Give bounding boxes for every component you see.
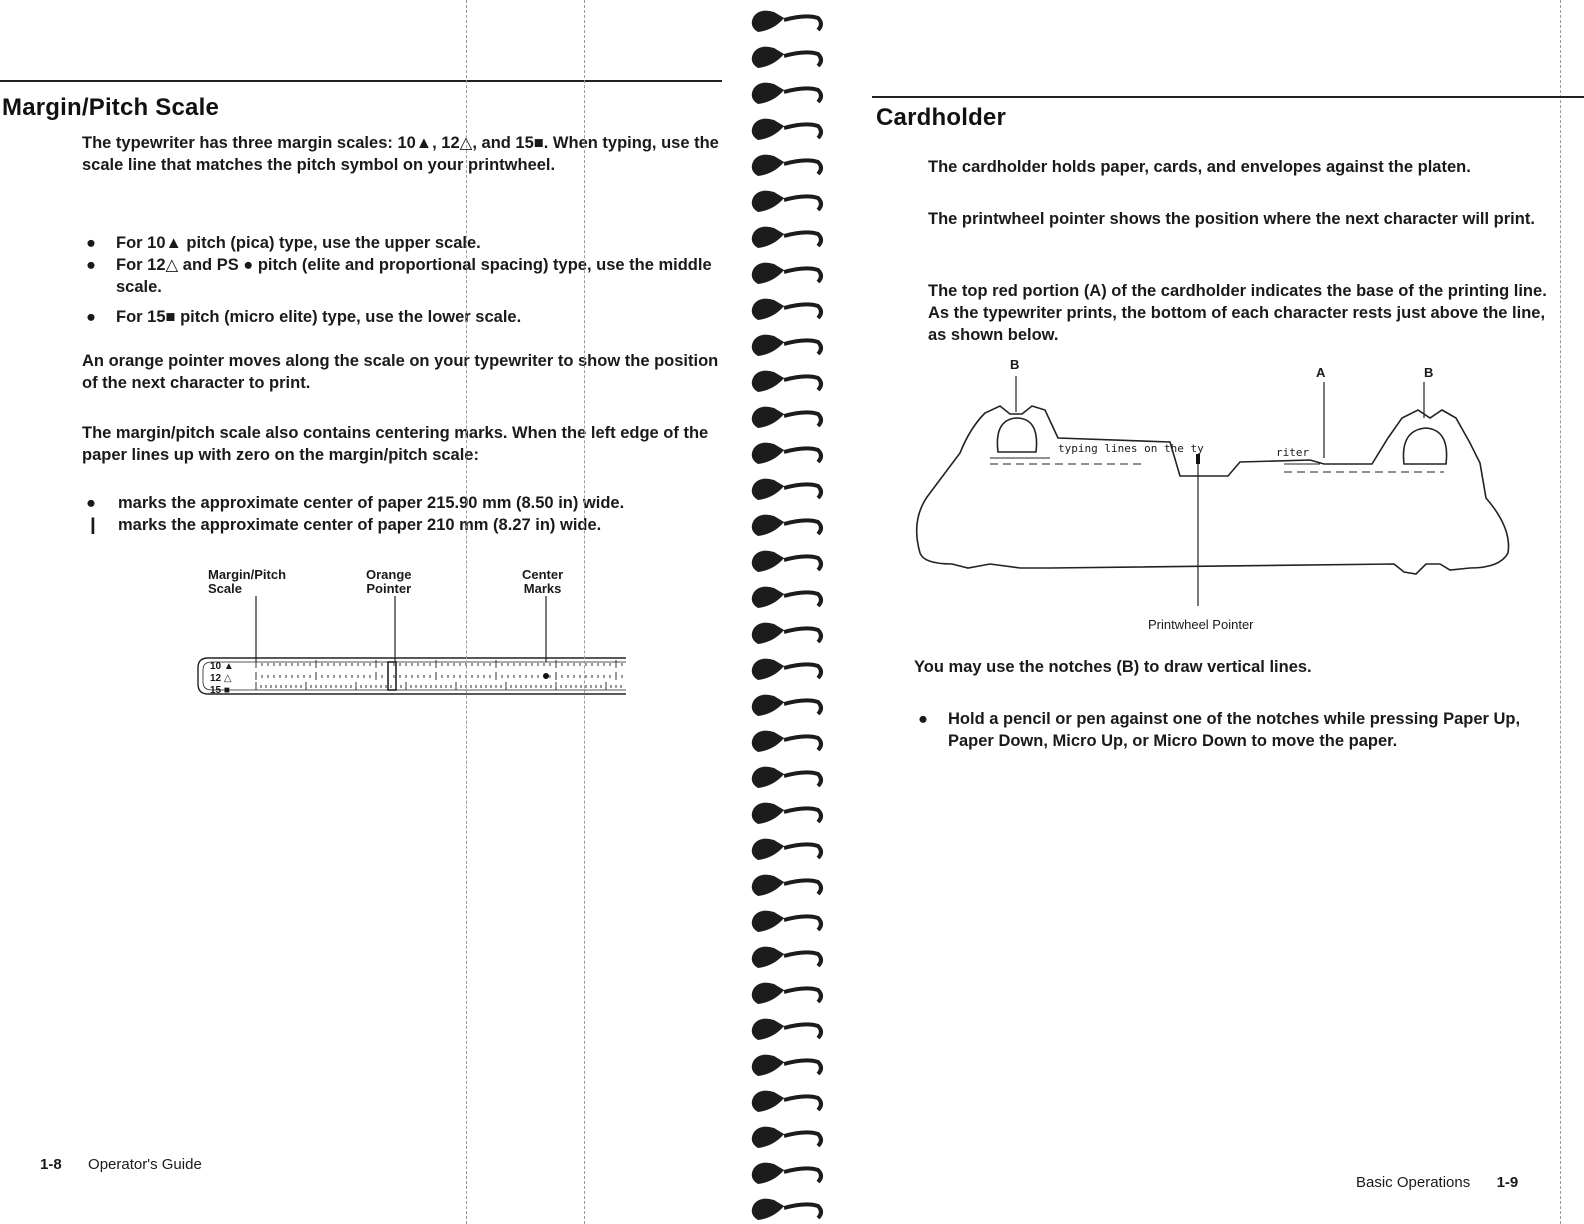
- centering-paragraph: The margin/pitch scale also contains centering marks. When the left edge of the paper lines up with zero on the margin/pitch scale:: [82, 424, 709, 464]
- bullet-item: ● Hold a pencil or pen against one of the notches while pressing Paper Up, Paper Down, Micro Up, or Micro Down to move the paper.: [918, 710, 1521, 750]
- section-title-margin-pitch-scale: Margin/Pitch Scale: [2, 94, 219, 121]
- notch-bullet-list: [914, 708, 1534, 752]
- figure-label-scale: Margin/Pitch Scale: [208, 567, 287, 596]
- scale-ticks: [256, 660, 622, 690]
- scale-row-label-10: 10 ▲: [210, 661, 234, 672]
- left-footer: [40, 1156, 202, 1173]
- top-rule: [0, 80, 722, 82]
- left-page-number: 1-8: [40, 1156, 62, 1173]
- bullet-item: ● For 12△ and PS ● pitch (elite and proportional spacing) type, use the middle scale.: [86, 256, 712, 296]
- typed-sample-text-2: riter: [1276, 446, 1310, 459]
- pointer-paragraph: An orange pointer moves along the scale on your typewriter to show the position of the next character to print.: [82, 352, 719, 392]
- left-page: [0, 0, 740, 1224]
- scale-row-label-12: 12 △: [210, 673, 232, 684]
- label-notch-b-left: B: [1010, 357, 1020, 372]
- center-mark-item: ❙ marks the approximate center of paper 210 mm (8.27 in) wide.: [86, 516, 602, 534]
- fold-line: [584, 0, 585, 1224]
- center-marks-list: [82, 492, 722, 536]
- fold-line: [466, 0, 467, 1224]
- center-mark-item: ● marks the approximate center of paper 215.90 mm (8.50 in) wide.: [86, 494, 625, 512]
- typed-sample-text: typing lines on the ty: [1058, 442, 1204, 455]
- spiral-binding: [740, 0, 840, 1224]
- scale-row-label-15: 15 ■: [210, 685, 230, 696]
- right-footer-title: Basic Operations: [1356, 1174, 1471, 1191]
- top-rule: [872, 96, 1584, 98]
- cardholder-para-4: You may use the notches (B) to draw vertical lines.: [914, 658, 1312, 676]
- label-red-portion-a: A: [1316, 365, 1326, 380]
- figure-label-pointer: Orange Pointer: [366, 567, 412, 596]
- bullet-item: ● For 15■ pitch (micro elite) type, use the lower scale.: [86, 308, 522, 326]
- label-notch-b-right: B: [1424, 365, 1434, 380]
- cardholder-para-3: The top red portion (A) of the cardholder indicates the base of the printing line. As the typewriter prints, the bottom of each character rests just above the line, as shown below.: [928, 282, 1547, 344]
- cardholder-para-2: The printwheel pointer shows the position where the next character will print.: [928, 210, 1535, 228]
- figure-label-center-marks: Center Marks: [522, 567, 564, 596]
- margin-pitch-scale-diagram: [196, 596, 626, 716]
- right-page-number: 1-9: [1496, 1174, 1519, 1191]
- intro-paragraph: The typewriter has three margin scales: 10▲, 12△, and 15■. When typing, use the scale line that matches the pitch symbol on your printwheel.: [82, 134, 719, 174]
- cardholder-para-1: The cardholder holds paper, cards, and envelopes against the platen.: [928, 158, 1471, 176]
- pitch-bullet-list: [82, 232, 722, 328]
- right-footer: [1356, 1174, 1518, 1191]
- section-title-cardholder: Cardholder: [876, 104, 1007, 131]
- left-footer-title: Operator's Guide: [88, 1156, 202, 1173]
- printwheel-pointer-label: Printwheel Pointer: [1148, 617, 1254, 632]
- cardholder-diagram: [910, 365, 1530, 618]
- bullet-item: ● For 10▲ pitch (pica) type, use the upper scale.: [86, 234, 481, 252]
- right-page: [840, 0, 1584, 1224]
